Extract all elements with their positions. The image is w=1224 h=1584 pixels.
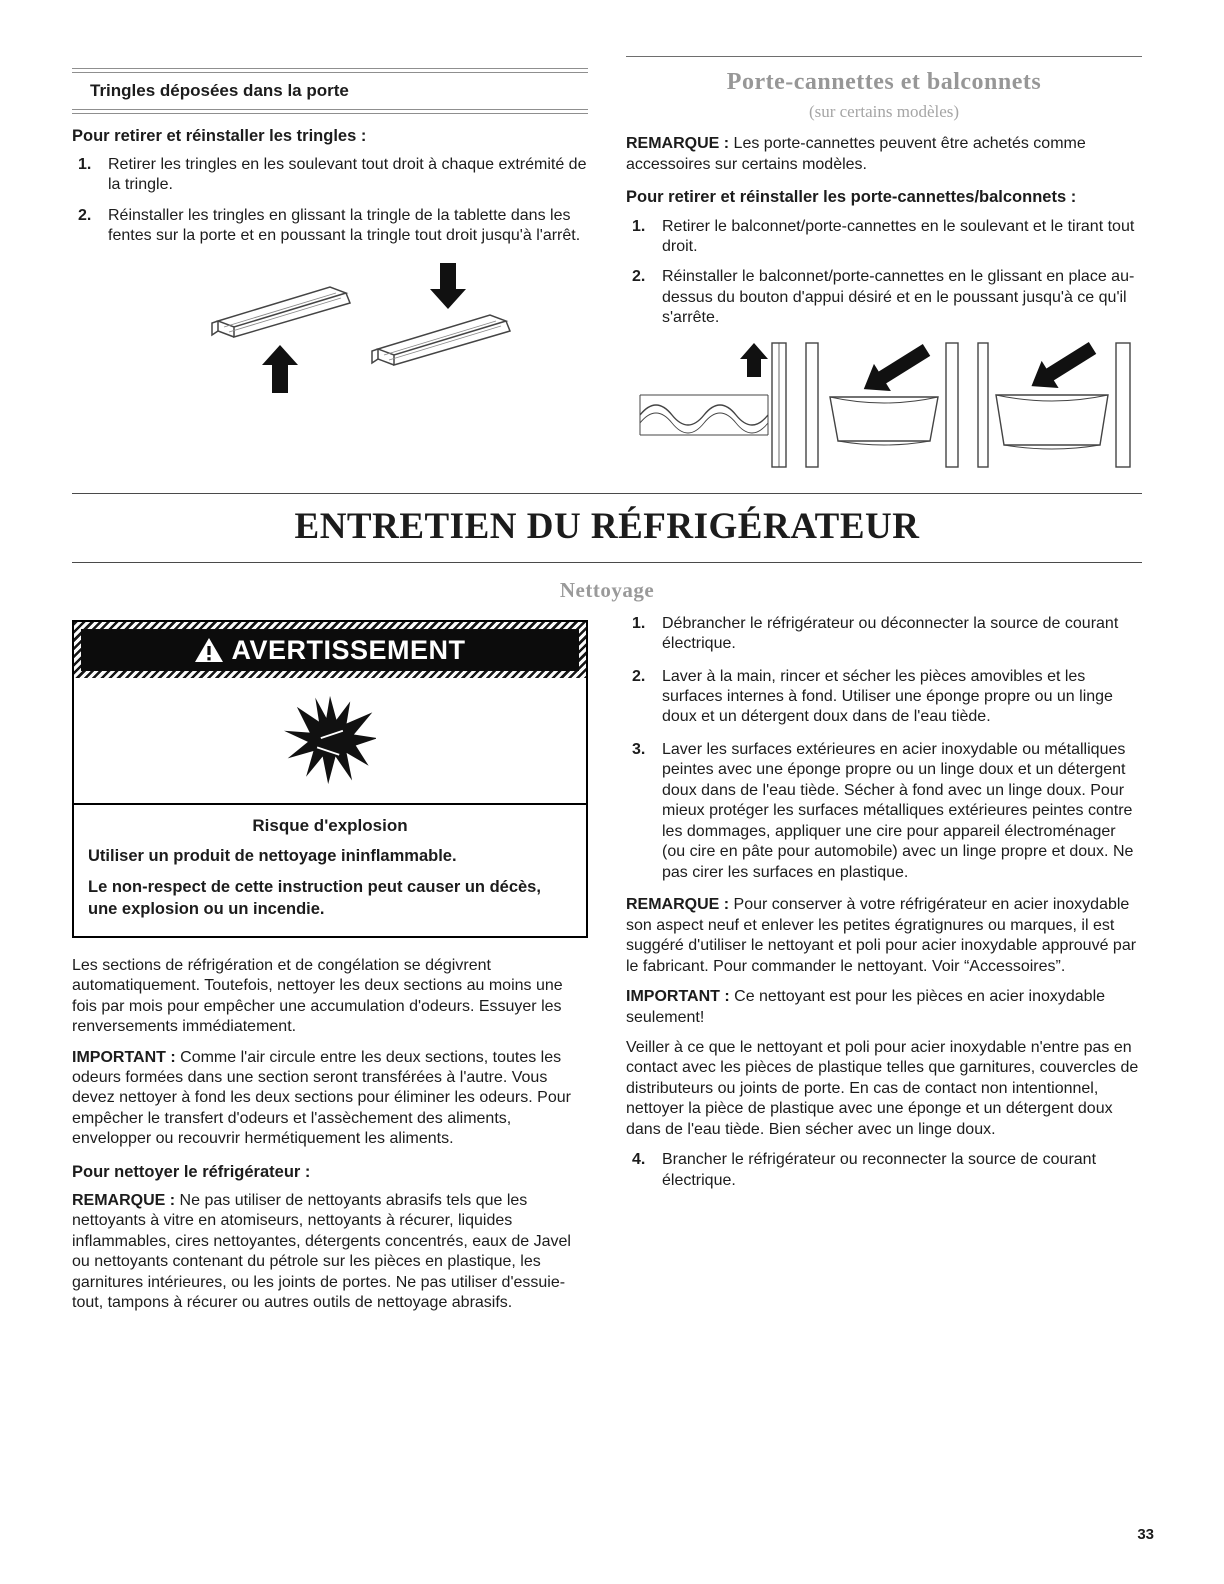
remarque-text: Les porte-cannettes peuvent être achetés comme accessoires sur certains modèles. — [626, 135, 1086, 173]
remarque-label: REMARQUE : — [626, 896, 730, 914]
main-title-block — [72, 493, 1142, 562]
up-arrow — [262, 345, 298, 393]
list-item — [632, 1150, 1142, 1191]
step-text: Laver les surfaces extérieures en acier inoxydable ou métalliques peintes avec une éponge propre ou un linge doux et un détergent doux dans de l'eau tiède. Sécher à fond avec un linge doux. Pour mieux protéger les surfaces métalliques extérieures peintes contre les dommages, appliquer une cire pour appareil électroménager (ou cire en pâte pour automobile) avec un linge propre et doux. Ne pas cirer les surfaces en plastique. — [662, 740, 1134, 881]
step-text: Réinstaller le balconnet/porte-cannettes en le glissant en place au-dessus du bouton d'appui désiré et en le poussant jusqu'à ce qu'il s'arrête. — [662, 268, 1135, 327]
warning-header — [81, 629, 579, 672]
remarque-paragraph — [626, 895, 1142, 977]
warning-header-label: AVERTISSEMENT — [231, 634, 466, 665]
warning-triangle-icon — [194, 637, 224, 663]
section-subtitle: (sur certains modèles) — [808, 101, 960, 121]
section-rule-bottom — [72, 109, 588, 114]
page-title: ENTRETIEN DU RÉFRIGÉRATEUR — [294, 506, 920, 548]
warning-box — [72, 620, 588, 938]
remarque-text: Pour conserver à votre réfrigérateur en acier inoxydable son aspect neuf et enlever les petites égratignures ou marques, il est suggéré d'utiliser le nettoyant et poli pour acier inoxydable approuvé par le fabricant. Pour commander le nettoyant. Voir “Accessoires”. — [626, 896, 1137, 975]
diagonal-arrow — [855, 339, 935, 403]
step-number: 2. — [632, 268, 646, 286]
important-paragraph — [72, 1048, 588, 1150]
step-number: 4. — [632, 1151, 646, 1169]
section-title: Porte-cannettes et balconnets — [726, 69, 1042, 95]
step-text: Retirer le balconnet/porte-cannettes en le soulevant et le tirant tout droit. — [662, 217, 1135, 255]
warning-risk: Risque d'explosion — [252, 815, 408, 835]
important-text: Ce nettoyant est pour les pièces en acier inoxydable seulement! — [626, 988, 1106, 1026]
warning-line2: Le non-respect de cette instruction peut causer un décès, une explosion ou un incendie. — [88, 878, 541, 918]
subsection-title: Pour retirer et réinstaller les porte-cannettes/balconnets : — [626, 188, 1077, 207]
remarque-label: REMARQUE : — [72, 1191, 176, 1209]
warning-divider — [74, 803, 586, 805]
section-title: Tringles déposées dans la porte — [90, 81, 349, 100]
page-number: 33 — [1137, 1525, 1154, 1543]
important-text: Comme l'air circule entre les deux sections, toutes les odeurs formées dans une section seront transférées à l'autre. Vous devez nettoyer à fond les deux sections pour éliminer les odeurs. Pour empêcher le transfert d'odeurs et l'assèchement des aliments, envelopper ou recouvrir hermétiquement les aliments. — [72, 1048, 571, 1148]
bottom-section — [72, 614, 1142, 1324]
list-item — [632, 614, 1142, 655]
warning-line1: Utiliser un produit de nettoyage ininflammable. — [88, 847, 457, 866]
remarque-paragraph — [72, 1191, 588, 1314]
list-item — [632, 267, 1142, 328]
remarque-paragraph — [626, 134, 1142, 175]
explosion-icon — [74, 678, 586, 802]
step-text: Réinstaller les tringles en glissant la tringle de la tablette dans les fentes sur la porte et en poussant la tringle tout droit jusqu'à l'arrêt. — [108, 206, 581, 245]
important-paragraph — [626, 987, 1142, 1028]
warning-hatch-border — [74, 622, 586, 679]
cleaning-steps-column — [626, 614, 1142, 1202]
step-number: 1. — [78, 155, 92, 173]
cleaning-left-column — [72, 614, 588, 1324]
title-rule-bottom — [72, 562, 1142, 563]
step-number: 1. — [632, 614, 646, 632]
list-item — [78, 206, 588, 247]
important-label: IMPORTANT : — [626, 988, 730, 1006]
list-item — [632, 217, 1142, 258]
list-item — [632, 740, 1142, 883]
step-number: 3. — [632, 740, 646, 758]
diagonal-arrow — [1023, 339, 1101, 400]
paragraph: Les sections de réfrigération et de congélation se dégivrent automatiquement. Toutefois, nettoyer les deux sections au moins une fois par mois pour empêcher une accumulation d'odeurs. Essuyer les renversements immédiatement. — [72, 956, 563, 1036]
section-rule — [626, 56, 1142, 57]
door-bins-illustration — [626, 339, 1142, 477]
paragraph: Veiller à ce que le nettoyant et poli pour acier inoxydable n'entre pas en contact avec les pièces de plastique telles que garnitures, couvercles de distributeurs ou joints de porte. En cas de contact non intentionnel, nettoyer la pièce de plastique avec une éponge et un détergent doux dans de l'eau tiède. Bien sécher avec un linge doux. — [626, 1039, 1139, 1138]
section-tringles — [72, 56, 588, 413]
nettoyage-heading: Nettoyage — [559, 577, 655, 602]
subsection-title: Pour retirer et réinstaller les tringles : — [72, 126, 367, 145]
subsection-title: Pour nettoyer le réfrigérateur : — [72, 1162, 311, 1181]
step-number: 2. — [78, 206, 92, 224]
up-arrow — [740, 343, 768, 377]
title-rule-top — [72, 493, 1142, 494]
remarque-label: REMARQUE : — [626, 135, 730, 153]
list-item — [78, 155, 588, 196]
section-porte-cannettes — [626, 56, 1142, 477]
remarque-text: Ne pas utiliser de nettoyants abrasifs tels que les nettoyants à vitre en atomiseurs, nettoyants à récurer, liquides inflammables, cires nettoyantes, détergents concentrés, eaux de Javel ou nettoyants contenant du pétrole sur les pièces en plastique, les garnitures intérieures, ou les joints de portes. Ne pas utiliser d'essuie-tout, tampons à récurer ou autres outils de nettoyage abrasifs. — [72, 1191, 571, 1312]
step-text: Retirer les tringles en les soulevant tout droit à chaque extrémité de la tringle. — [108, 155, 587, 194]
step-number: 1. — [632, 217, 646, 235]
top-section — [72, 56, 1142, 477]
list-item — [632, 667, 1142, 728]
step-number: 2. — [632, 667, 646, 685]
door-trim-illustration — [72, 257, 588, 413]
down-arrow — [430, 263, 466, 309]
step-text: Brancher le réfrigérateur ou reconnecter la source de courant électrique. — [662, 1151, 1097, 1189]
step-text: Débrancher le réfrigérateur ou déconnecter la source de courant électrique. — [662, 614, 1119, 653]
step-text: Laver à la main, rincer et sécher les pièces amovibles et les surfaces internes à fond. Utiliser une éponge propre ou un linge doux et un détergent doux dans de l'eau tiède. — [662, 667, 1113, 726]
important-label: IMPORTANT : — [72, 1048, 176, 1066]
